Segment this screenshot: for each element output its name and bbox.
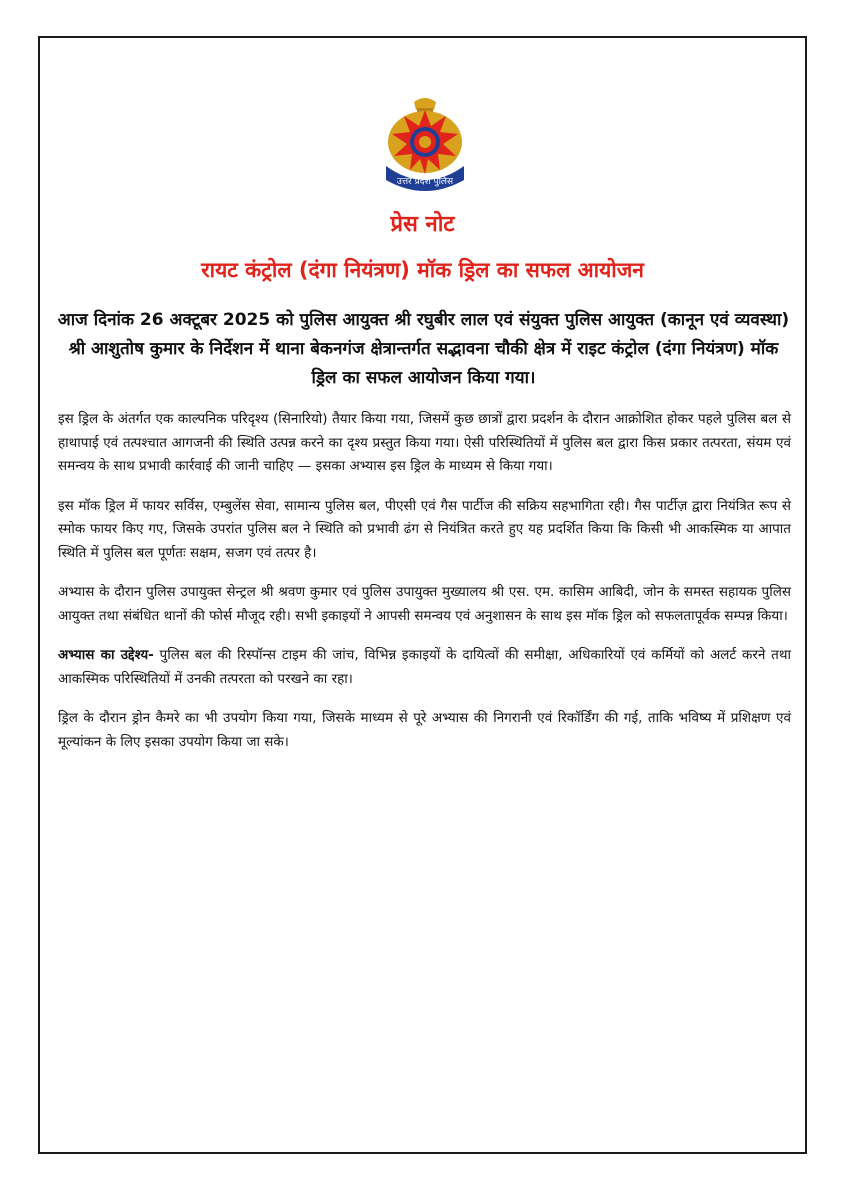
paragraph-participation: इस मॉक ड्रिल में फायर सर्विस, एम्बुलेंस सेवा, सामान्य पुलिस बल, पीएसी एवं गैस पार्टीज की सक्रिय सहभागिता रही। गैस पार्टीज़ द्वारा नियंत्रित रूप से स्मोक फायर किए गए, जिसके उपरांत पुलिस बल ने स्थिति को प्रभावी ढंग से नियंत्रित करते हुए यह प्रदर्शित किया कि किसी भी आकस्मिक या आपात स्थिति में पुलिस बल पूर्णतः सक्षम, सजग एवं तत्पर है। — [58, 497, 791, 561]
objective-text: पुलिस बल की रिस्पॉन्स टाइम की जांच, विभिन्न इकाइयों के दायित्वों की समीक्षा, अधिकारियों एवं कर्मियों को अलर्ट करने तथा आकस्मिक परिस्थितियों में उनकी तत्परता को परखने का रहा। — [58, 647, 792, 687]
press-note-title: प्रेस नोट — [390, 212, 455, 237]
paragraph-scenario: इस ड्रिल के अंतर्गत एक काल्पनिक परिदृश्य (सिनारियो) तैयार किया गया, जिसमें कुछ छात्रों द्वारा प्रदर्शन के दौरान आक्रोशित होकर पहले पुलिस बल से हाथापाई एवं तत्पश्चात आगजनी की स्थिति उत्पन्न करने का दृश्य प्रस्तुत किया गया। ऐसी परिस्थितियों में पुलिस बल द्वारा किस प्रकार तत्परता, संयम एवं समन्वय के साथ प्रभावी कार्रवाई की जानी चाहिए — इसका अभ्यास इस ड्रिल के माध्यम से किया गया। — [58, 411, 791, 474]
paragraph-objective — [58, 644, 791, 691]
police-emblem-icon — [370, 96, 480, 196]
lead-paragraph: आज दिनांक 26 अक्टूबर 2025 को पुलिस आयुक्त श्री रघुबीर लाल एवं संयुक्त पुलिस आयुक्त (कानून एवं व्यवस्था) श्री आशुतोष कुमार के निर्देशन में थाना बेकनगंज क्षेत्रान्तर्गत सद्भावना चौकी क्षेत्र में राइट कंट्रोल (दंगा नियंत्रण) मॉक ड्रिल का सफल आयोजन किया गया। — [57, 310, 790, 388]
body-text — [58, 408, 791, 770]
objective-label: अभ्यास का उद्देश्य- — [58, 647, 154, 663]
emblem-center — [419, 136, 431, 148]
emblem-ribbon-text: उत्तर प्रदेश पुलिस — [396, 177, 454, 187]
paragraph-officials: अभ्यास के दौरान पुलिस उपायुक्त सेन्ट्रल श्री श्रवण कुमार एवं पुलिस उपायुक्त मुख्यालय श्री एस. एम. कासिम आबिदी, जोन के समस्त सहायक पुलिस आयुक्त तथा संबंधित थानों की फोर्स मौजूद रही। सभी इकाइयों ने आपसी समन्वय एवं अनुशासन के साथ इस मॉक ड्रिल को सफलतापूर्वक सम्पन्न किया। — [58, 584, 791, 624]
press-note-subtitle: रायट कंट्रोल (दंगा नियंत्रण) मॉक ड्रिल का सफल आयोजन — [201, 258, 644, 282]
paragraph-closing: ड्रिल के दौरान ड्रोन कैमरे का भी उपयोग किया गया, जिसके माध्यम से पूरे अभ्यास की निगरानी एवं रिकॉर्डिंग की गई, ताकि भविष्य में प्रशिक्षण एवं मूल्यांकन के लिए इसका उपयोग किया जा सके। — [58, 710, 791, 750]
